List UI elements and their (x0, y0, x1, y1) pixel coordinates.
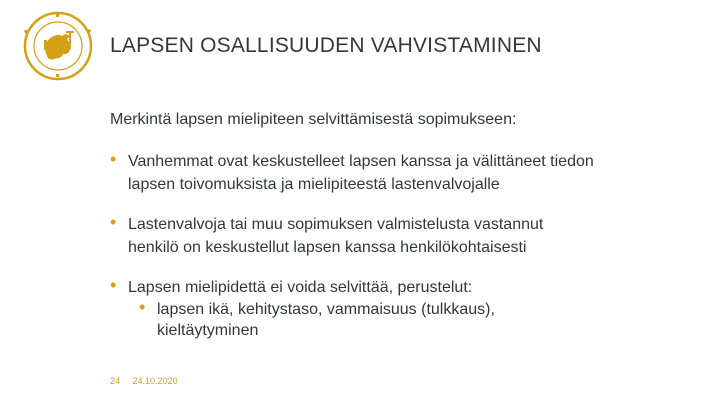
lion-emblem-logo (22, 10, 94, 82)
sub-bullet-list (128, 299, 690, 341)
sub-bullet-line: • lapsen ikä, kehitystaso, vammaisuus (tulkkaus), (157, 301, 495, 318)
bullet-line: • Vanhemmat ovat keskustelleet lapsen kanssa ja välittäneet tiedon (128, 153, 594, 170)
bullet-item (110, 150, 690, 196)
bullet-line: • Lastenvalvoja tai muu sopimuksen valmistelusta vastannut (128, 216, 544, 233)
footer-date: 24.10.2020 (132, 376, 178, 386)
sub-bullet-line: kieltäytyminen (157, 322, 259, 339)
bullet-line: henkilö on keskustellut lapsen kanssa henkilökohtaisesti (128, 239, 527, 256)
intro-text: Merkintä lapsen mielipiteen selvittämisestä sopimukseen: (110, 111, 517, 128)
bullet-item (110, 276, 690, 341)
sub-bullet-item (128, 299, 690, 341)
slide-footer (110, 376, 178, 386)
bullet-item (110, 213, 690, 259)
page-number: 24 (110, 376, 121, 386)
slide-title: LAPSEN OSALLISUUDEN VAHVISTAMINEN (110, 34, 542, 57)
bullet-line: lapsen toivomuksista ja mielipiteestä lastenvalvojalle (128, 176, 500, 193)
bullet-line: • Lapsen mielipidettä ei voida selvittää, perustelut: (128, 279, 473, 296)
bullet-list (110, 150, 690, 341)
